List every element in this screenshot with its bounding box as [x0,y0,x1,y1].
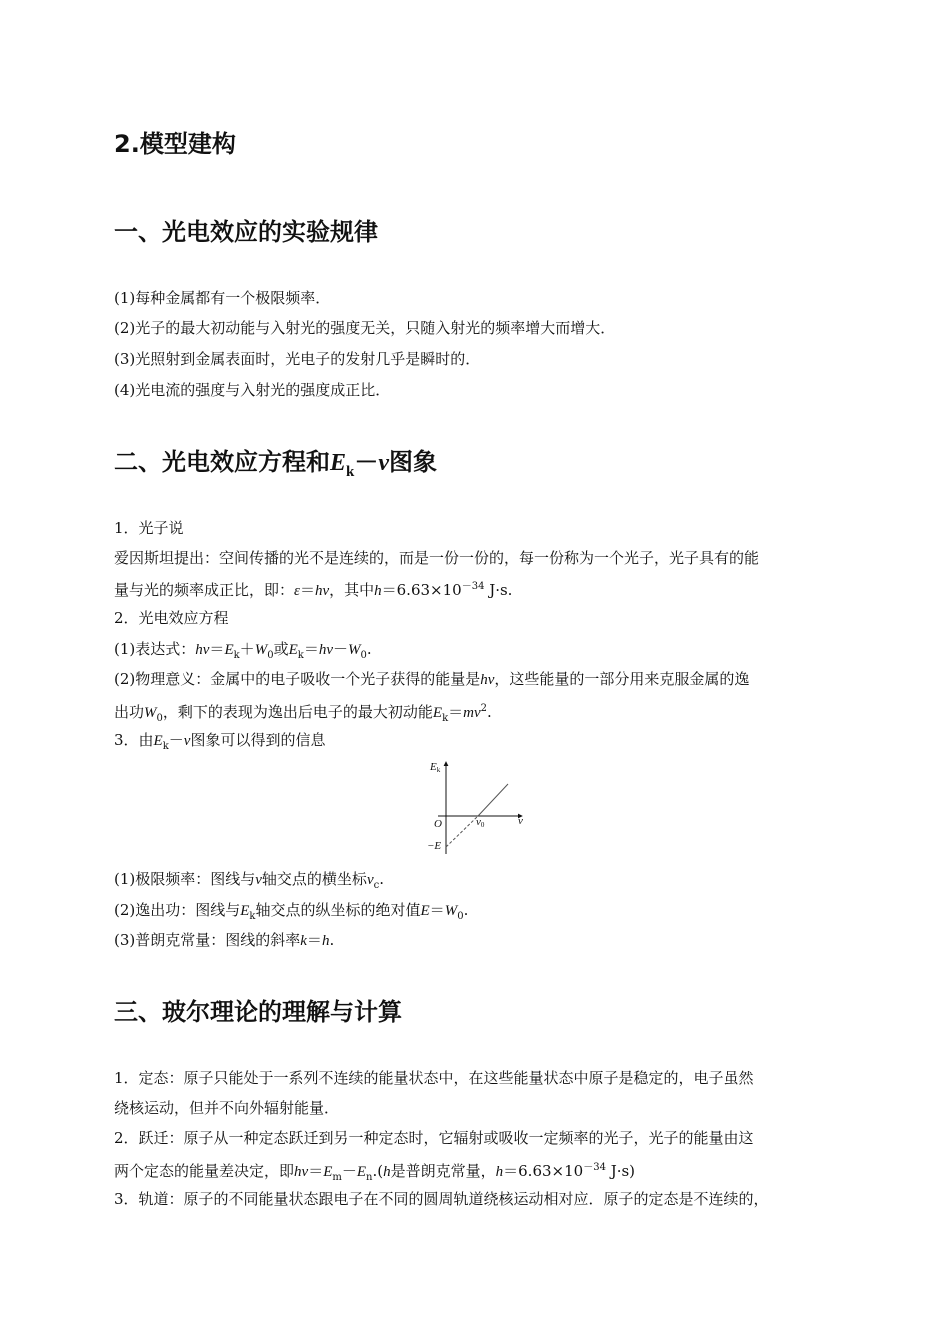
text-run: － [341,1162,357,1180]
ek-nu-graph-svg [420,754,530,858]
text-run: ，这些能量的一部分用来克服金属的逸 [494,670,750,688]
text-run: 是普朗克常量， [390,1162,496,1180]
var-mv: mv [463,705,481,721]
text-run: ，其中 [329,581,375,599]
var-E: E [356,1164,367,1180]
text-run: ，剩下的表现为逸出后电子的最大初动能 [162,703,433,721]
var-W: W [348,642,361,658]
exponent: －34 [583,1162,606,1173]
text-run: ＝ [429,901,445,919]
var-E: E [224,642,234,658]
text-run: ＝ [448,703,464,721]
subscript: 0 [457,911,464,922]
s2-p6 [114,668,749,691]
ek-nu-graph [420,754,530,858]
s3-p3: 2．跃迁：原子从一种定态跃迁到另一种定态时，它辐射或吸收一定频率的光子，光子的能量由这 [114,1129,754,1147]
text-run: 或 [273,640,289,658]
s2-p3 [114,576,512,602]
subscript: 0 [360,650,367,661]
subscript: k [442,713,449,724]
text-run: 3．由 [114,731,154,749]
var-nu: ν [255,872,262,888]
s2-title-nu: ν [378,450,390,476]
text-run: ＝6.63×10 [503,1162,584,1180]
var-W: W [144,705,157,721]
s2-p5 [114,638,372,667]
text-run: (1)表达式： [114,640,196,658]
graph-line-dashed [446,816,478,847]
s3-p5: 3．轨道：原子的不同能量状态跟电子在不同的圆周轨道绕核运动相对应．原子的定态是不连续的， [114,1190,769,1208]
label-Ek: Ek [430,761,441,774]
label-nu0: ν0 [476,816,485,829]
text-run: 两个定态的能量差决定，即 [114,1162,295,1180]
section-1-title: 一、光电效应的实验规律 [114,218,378,246]
s2-title-suffix: 图象 [389,448,438,476]
s2-p11 [114,929,334,952]
s2-p4: 2．光电效应方程 [114,609,229,627]
text-run: ＝ [299,581,315,599]
text-run: (2)物理意义：金属中的电子吸收一个光子获得的能量是 [114,670,481,688]
var-nu: ν [366,872,374,888]
s2-p9 [114,868,384,897]
label-neg-E: −E [427,840,442,852]
section-3-title: 三、玻尔理论的理解与计算 [114,998,402,1026]
text-run: . [379,870,384,888]
subscript: k [249,911,256,922]
text-run: ＝ [209,640,225,658]
var-E: E [288,642,298,658]
var-E: E [240,903,250,919]
var-h: h [321,933,330,949]
text-run: － [333,640,349,658]
var-E: E [323,1164,333,1180]
var-E: E [420,903,430,919]
s2-title-k: k [346,463,355,480]
s1-item-3: (3)光照射到金属表面时，光电子的发射几乎是瞬时的． [114,350,481,368]
s1-item-1: (1)每种金属都有一个极限频率． [114,289,331,307]
s1-item-4: (4)光电流的强度与入射光的强度成正比． [114,381,391,399]
s3-p4 [114,1157,635,1189]
text-run: .( [372,1162,384,1180]
s3-p1: 1．定态：原子只能处于一系列不连续的能量状态中，在这些能量状态中原子是稳定的，电子虽然 [114,1069,754,1087]
var-W: W [444,903,458,919]
var-nu: ν [183,733,191,749]
label-nu: ν [518,815,523,827]
text-run: (3)普朗克常量：图线的斜率 [114,931,301,949]
text-run: ＝ [306,931,322,949]
var-h: h [383,1164,391,1180]
text-run: J·s) [605,1162,636,1180]
var-W: W [254,642,268,658]
subscript: 0 [156,713,163,724]
var-E: E [432,705,443,721]
subscript: m [332,1172,342,1183]
s2-title-prefix: 二、光电效应方程和 [114,448,330,476]
var-hnu: hν [480,672,495,688]
var-hnu: hν [195,642,210,658]
text-run: ＋ [239,640,255,658]
text-run: . [366,640,372,658]
text-run: . [329,931,335,949]
exponent: －34 [461,581,485,592]
var-h: h [374,583,382,599]
subscript: c [373,880,380,891]
s2-p2: 爱因斯坦提出：空间传播的光不是连续的，而是一份一份的，每一份称为一个光子，光子具有的能 [114,549,760,567]
text-run: ＝ [303,640,319,658]
section-2-title [114,442,437,481]
text-run: ＝6.63×10 [381,581,462,599]
var-epsilon: ε [294,583,300,599]
s2-title-dash: － [354,448,379,476]
subscript: k [162,741,169,752]
subscript: n [366,1172,373,1183]
s2-p10 [114,899,468,928]
s3-p2: 绕核运动，但并不向外辐射能量． [114,1099,340,1117]
s2-p7 [114,698,492,730]
var-E: E [153,733,163,749]
s2-title-E: E [330,450,347,476]
text-run: 量与光的频率成正比，即： [114,581,295,599]
text-run: 轴交点的纵坐标的绝对值 [255,901,421,919]
label-origin: O [434,818,442,830]
page-title: 2.模型建构 [114,130,236,158]
var-hnu: hν [318,642,333,658]
subscript: 0 [267,650,274,661]
text-run: . [487,703,492,721]
s2-p1: 1．光子说 [114,519,184,537]
var-hnu: hν [294,1164,309,1180]
subscript: k [233,650,240,661]
text-run: 出功 [114,703,145,721]
s2-p8 [114,729,325,758]
subscript: k [297,650,304,661]
text-run: － [168,731,184,749]
text-run: (1)极限频率：图线与 [114,870,256,888]
var-k: k [300,933,307,949]
graph-line-solid [478,784,508,816]
text-run: (2)逸出功：图线与 [114,901,241,919]
text-run: J·s. [484,581,513,599]
text-run: . [463,901,469,919]
var-h: h [495,1164,504,1180]
exponent: 2 [480,703,488,714]
s1-item-2: (2)光子的最大初动能与入射光的强度无关，只随入射光的频率增大而增大． [114,319,616,337]
text-run: 图象可以得到的信息 [190,731,326,749]
text-run: 轴交点的横坐标 [261,870,367,888]
var-hnu: hν [314,583,330,599]
text-run: ＝ [308,1162,324,1180]
